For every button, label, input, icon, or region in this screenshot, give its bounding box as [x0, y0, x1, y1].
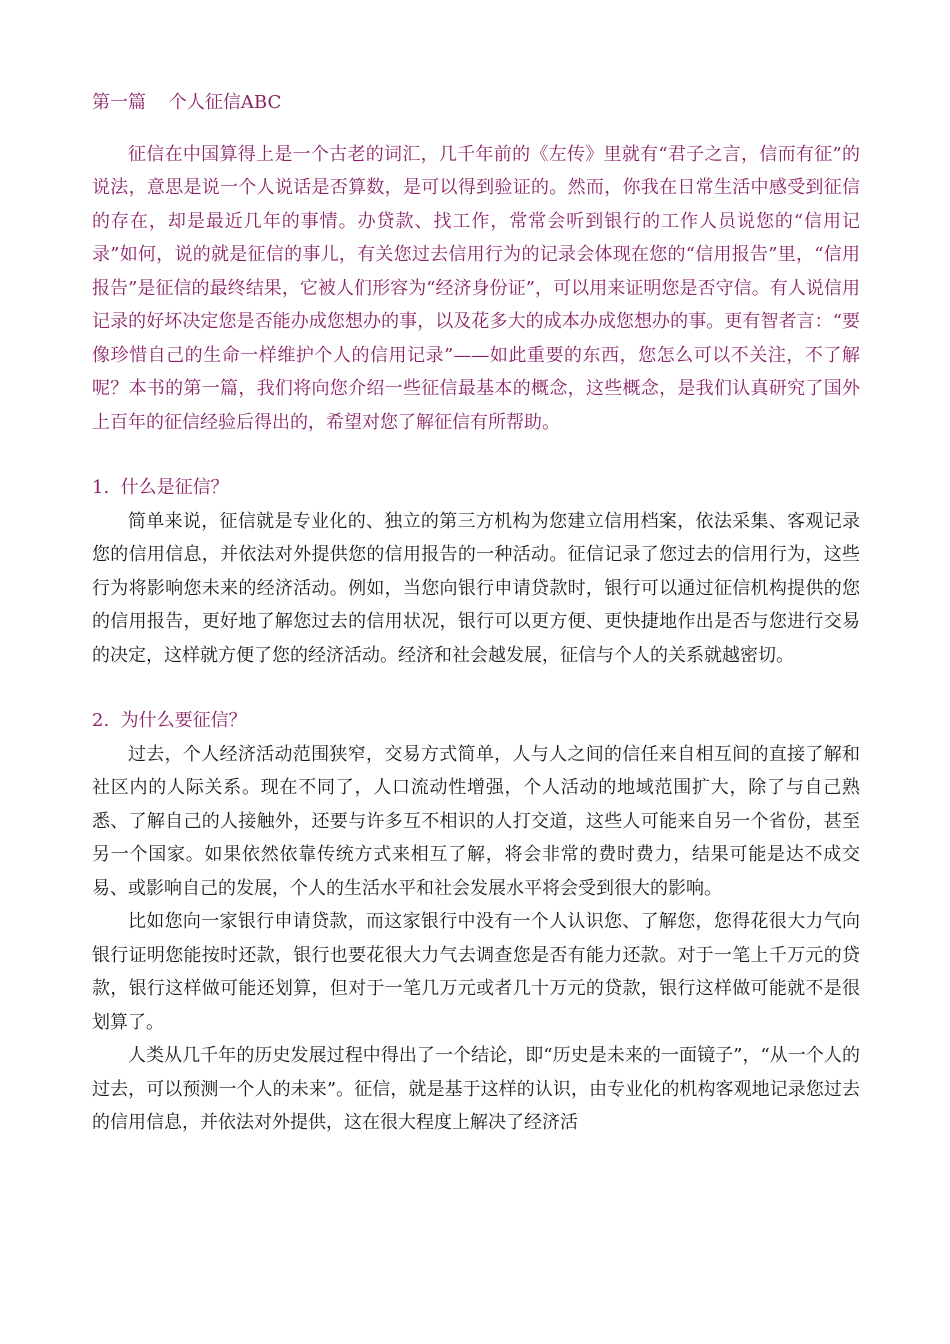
- document-page: [92, 86, 860, 1140]
- section-what-is-credit-reference: [92, 471, 860, 672]
- intro-paragraph: 征信在中国算得上是一个古老的词汇，几千年前的《左传》里就有“君子之言，信而有征”的说法，意思是说一个人说话是否算数，是可以得到验证的。然而，你我在日常生活中感受到征信的存在，却是最近几年的事情。办贷款、找工作，常常会听到银行的工作人员说您的“信用记录”如何，说的就是征信的事儿，有关您过去信用行为的记录会体现在您的“信用报告”里，“信用报告”是征信的最终结果，它被人们形容为“经济身份证”，可以用来证明您是否守信。有人说信用记录的好坏决定您是否能办成您想办的事，以及花多大的成本办成您想办的事。更有智者言：“要像珍惜自己的生命一样维护个人的信用记录”——如此重要的东西，您怎么可以不关注，不了解呢？本书的第一篇，我们将向您介绍一些征信最基本的概念，这些概念，是我们认真研究了国外上百年的征信经验后得出的，希望对您了解征信有所帮助。: [92, 143, 860, 433]
- body-paragraph: 简单来说，征信就是专业化的、独立的第三方机构为您建立信用档案，依法采集、客观记录您的信用信息，并依法对外提供您的信用报告的一种活动。征信记录了您过去的信用行为，这些行为将影响您未来的经济活动。例如，当您向银行申请贷款时，银行可以通过征信机构提供的您的信用报告，更好地了解您过去的信用状况，银行可以更方便、更快捷地作出是否与您进行交易的决定，这样就方便了您的经济活动。经济和社会越发展，征信与个人的关系就越密切。: [92, 510, 860, 666]
- chapter-title: 第一篇 个人征信ABC: [92, 92, 282, 113]
- section-heading: 1. 什么是征信？: [92, 477, 229, 498]
- section-heading: 2. 为什么要征信？: [92, 710, 247, 731]
- body-paragraph: 人类从几千年的历史发展过程中得出了一个结论，即“历史是未来的一面镜子”，“从一个人的过去，可以预测一个人的未来”。征信，就是基于这样的认识，由专业化的机构客观地记录您过去的信用信息，并依法对外提供，这在很大程度上解决了经济活: [92, 1045, 860, 1133]
- body-paragraph: 过去，个人经济活动范围狭窄，交易方式简单，人与人之间的信任来自相互间的直接了解和社区内的人际关系。现在不同了，人口流动性增强，个人活动的地域范围扩大，除了与自己熟悉、了解自己的人接触外，还要与许多互不相识的人打交道，这些人可能来自另一个省份，甚至另一个国家。如果依然依靠传统方式来相互了解，将会非常的费时费力，结果可能是达不成交易、或影响自己的发展，个人的生活水平和社会发展水平将会受到很大的影响。: [92, 743, 860, 899]
- body-paragraph: 比如您向一家银行申请贷款，而这家银行中没有一个人认识您、了解您，您得花很大力气向银行证明您能按时还款，银行也要花很大力气去调查您是否有能力还款。对于一笔上千万元的贷款，银行这样做可能还划算，但对于一笔几万元或者几十万元的贷款，银行这样做可能就不是很划算了。: [92, 911, 860, 1033]
- section-why-credit-reference: [92, 704, 860, 1140]
